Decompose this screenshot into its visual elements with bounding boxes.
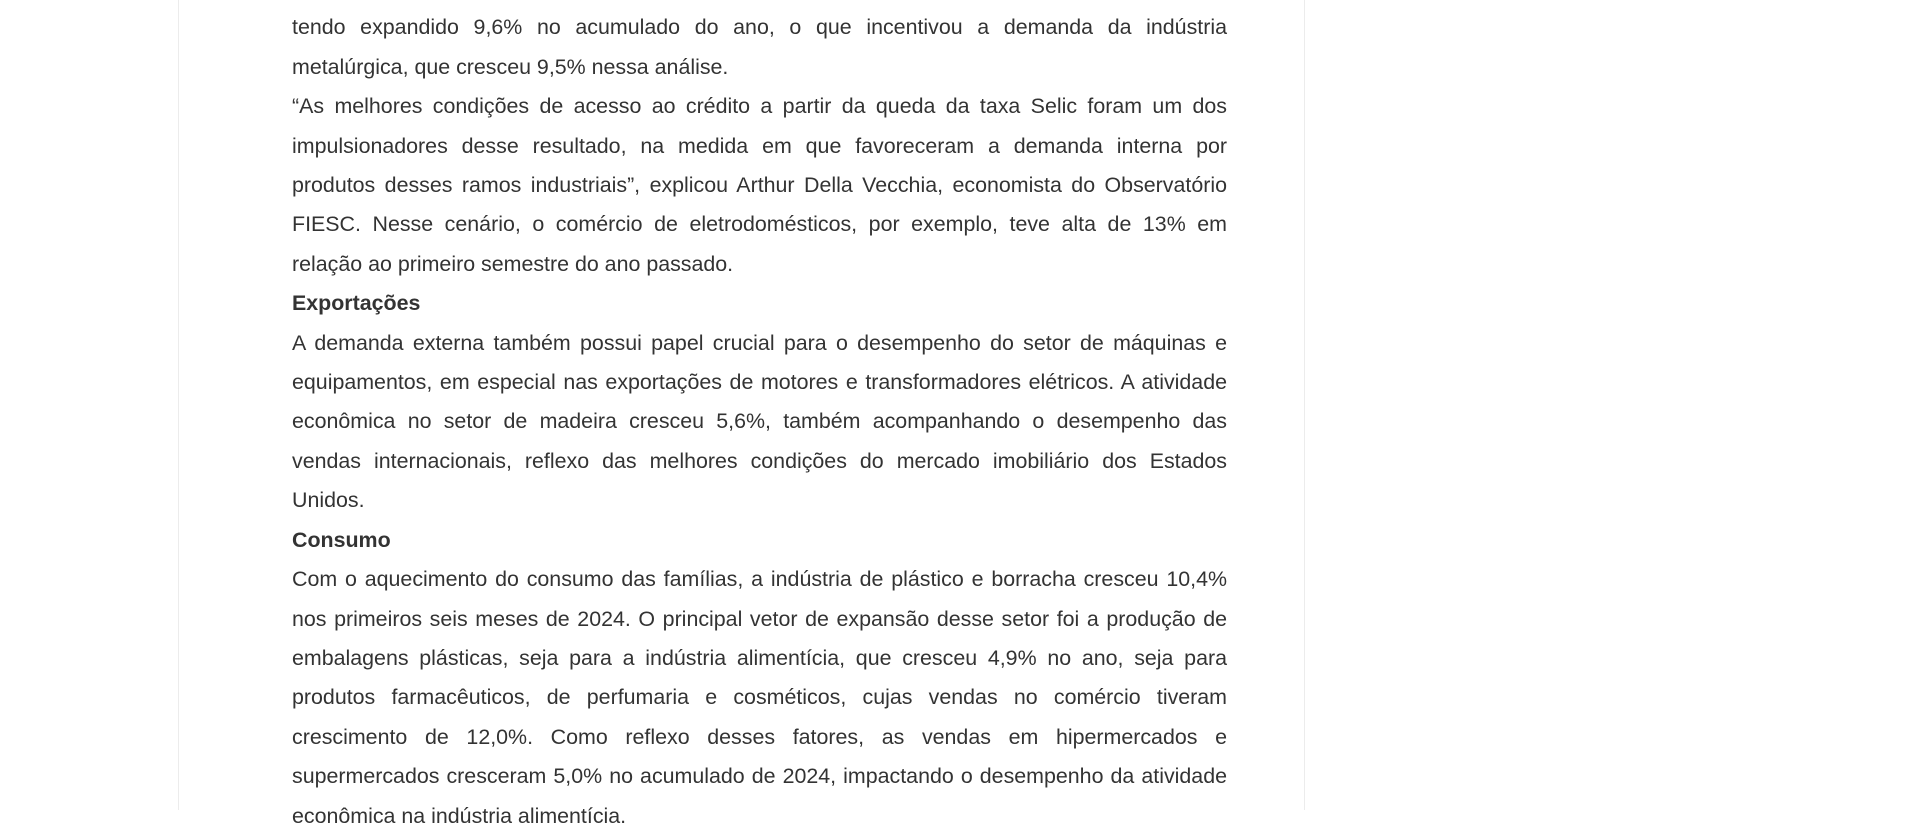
article-paragraph: A demanda externa também possui papel crucial para o desempenho do setor de máquinas e equipamentos, em especial nas exportações de motores e transformadores elétricos. A atividade econômica no setor de madeira cresceu 5,6%, também acompanhando o desempenho das vendas internacionais, reflexo das melhores condições do mercado imobiliário dos Estados Unidos.: [292, 330, 1227, 513]
article-paragraph: Com o aquecimento do consumo das famílias, a indústria de plástico e borracha cresceu 10,4% nos primeiros seis meses de 2024. O principal vetor de expansão desse setor foi a produção de embalagens plásticas, seja para a indústria alimentícia, que cresceu 4,9% no ano, seja para produtos farmacêuticos, de perfumaria e cosméticos, cujas vendas no comércio tiveram crescimento de 12,0%. Como reflexo desses fatores, as vendas em hipermercados e supermercados cresceram 5,0% no acumulado de 2024, impactando o desempenho da atividade econômica na indústria alimentícia.: [292, 567, 1227, 828]
article-paragraph: tendo expandido 9,6% no acumulado do ano, o que incentivou a demanda da indústria metalúrgica, que cresceu 9,5% nessa análise.: [292, 15, 1227, 79]
article-body: [292, 0, 1227, 836]
page-column: [178, 0, 1305, 828]
article-paragraph: “As melhores condições de acesso ao crédito a partir da queda da taxa Selic foram um dos impulsionadores desse resultado, na medida em que favoreceram a demanda interna por produtos desses ramos industriais”, explicou Arthur Della Vecchia, economista do Observatório FIESC. Nesse cenário, o comércio de eletrodomésticos, por exemplo, teve alta de 13% em relação ao primeiro semestre do ano passado.: [292, 94, 1227, 276]
section-heading-exportacoes: Exportações: [292, 291, 421, 316]
section-heading-consumo: Consumo: [292, 527, 391, 552]
